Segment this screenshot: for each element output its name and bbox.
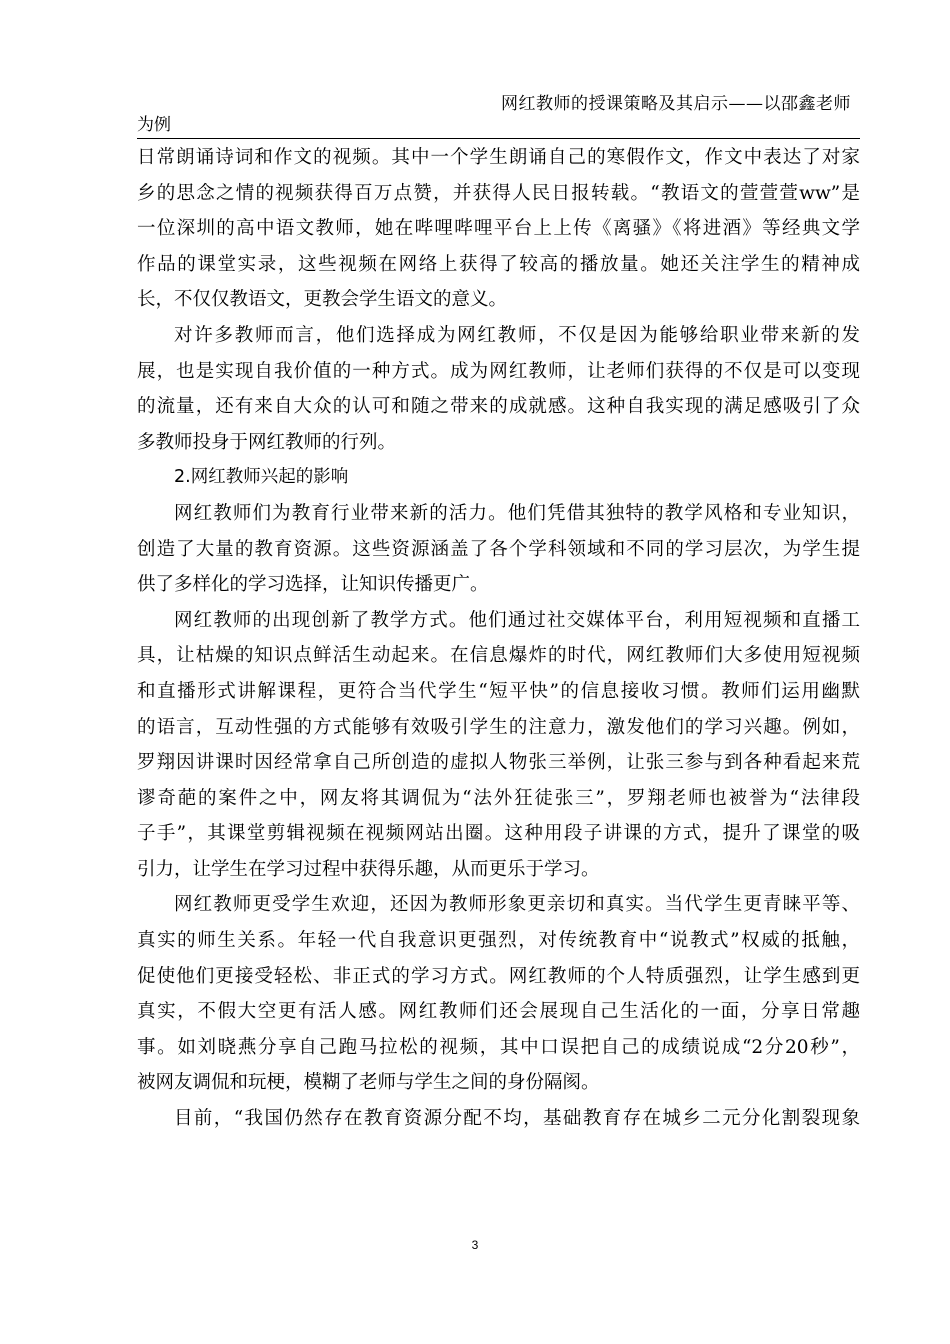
header-title-line2: 为例 <box>137 115 171 135</box>
text-line: 事。如刘晓燕分享自己跑马拉松的视频，其中口误把自己的成绩说成“2分20秒”， <box>137 1036 860 1058</box>
text-line: 对许多教师而言，他们选择成为网红教师，不仅是因为能够给职业带来新的发 <box>174 324 860 346</box>
text-line: 被网友调侃和玩梗，模糊了老师与学生之间的身份隔阂。 <box>137 1072 600 1094</box>
paragraph <box>137 1101 860 1137</box>
paragraph <box>137 140 860 318</box>
text-line: 作品的课堂实录，这些视频在网络上获得了较高的播放量。她还关注学生的精神成 <box>137 253 860 275</box>
text-line: 子手”，其课堂剪辑视频在视频网站出圈。这种用段子讲课的方式，提升了课堂的吸 <box>137 823 860 845</box>
paragraph <box>137 496 860 603</box>
text-line: 供了多样化的学习选择，让知识传播更广。 <box>137 574 489 596</box>
text-line: 罗翔因讲课时因经常拿自己所创造的虚拟人物张三举例，让张三参与到各种看起来荒 <box>137 752 860 774</box>
text-line: 真实的师生关系。年轻一代自我意识更强烈，对传统教育中“说教式”权威的抵触， <box>137 930 860 952</box>
paragraph <box>137 887 860 1101</box>
text-line: 长，不仅仅教语文，更教会学生语文的意义。 <box>137 289 508 311</box>
text-line: 和直播形式讲解课程，更符合当代学生“短平快”的信息接收习惯。教师们运用幽默 <box>137 680 860 702</box>
text-line: 的流量，还有来自大众的认可和随之带来的成就感。这种自我实现的满足感吸引了众 <box>137 396 860 418</box>
text-line: 创造了大量的教育资源。这些资源涵盖了各个学科领域和不同的学习层次，为学生提 <box>137 538 860 560</box>
text-line: 网红教师的出现创新了教学方式。他们通过社交媒体平台，利用短视频和直播工 <box>174 609 860 631</box>
section-heading: 2.网红教师兴起的影响 <box>174 467 349 488</box>
text-line: 真实，不假大空更有活人感。网红教师们还会展现自己生活化的一面，分享日常趣 <box>137 1001 860 1023</box>
text-line: 展，也是实现自我价值的一种方式。成为网红教师，让老师们获得的不仅是可以变现 <box>137 360 860 382</box>
text-line: 谬奇葩的案件之中，网友将其调侃为“法外狂徒张三”，罗翔老师也被誉为“法律段 <box>137 787 860 809</box>
text-line: 目前，“我国仍然存在教育资源分配不均，基础教育存在城乡二元分化割裂现象 <box>174 1108 860 1130</box>
text-line: 促使他们更接受轻松、非正式的学习方式。网红教师的个人特质强烈，让学生感到更 <box>137 965 860 987</box>
header-title-line1: 网红教师的授课策略及其启示——以邵鑫老师 <box>501 94 851 114</box>
text-line: 引力，让学生在学习过程中获得乐趣，从而更乐于学习。 <box>137 858 600 880</box>
paragraph <box>137 318 860 460</box>
page-number: 3 <box>471 1238 479 1252</box>
text-line: 多教师投身于网红教师的行列。 <box>137 431 397 453</box>
text-line: 乡的思念之情的视频获得百万点赞，并获得人民日报转载。“教语文的萱萱萱ww”是 <box>137 182 860 204</box>
text-line: 的语言，互动性强的方式能够有效吸引学生的注意力，激发他们的学习兴趣。例如， <box>137 716 860 738</box>
text-line: 网红教师们为教育行业带来新的活力。他们凭借其独特的教学风格和专业知识， <box>174 502 860 524</box>
paragraph <box>137 603 860 888</box>
running-header <box>137 88 860 139</box>
text-line: 具，让枯燥的知识点鲜活生动起来。在信息爆炸的时代，网红教师们大多使用短视频 <box>137 645 860 667</box>
text-line: 网红教师更受学生欢迎，还因为教师形象更亲切和真实。当代学生更青睐平等、 <box>174 894 860 916</box>
text-line: 日常朗诵诗词和作文的视频。其中一个学生朗诵自己的寒假作文，作文中表达了对家 <box>137 147 860 168</box>
text-line: 一位深圳的高中语文教师，她在哔哩哔哩平台上上传《离骚》《将进酒》等经典文学 <box>137 218 860 240</box>
body-text <box>137 140 860 1137</box>
